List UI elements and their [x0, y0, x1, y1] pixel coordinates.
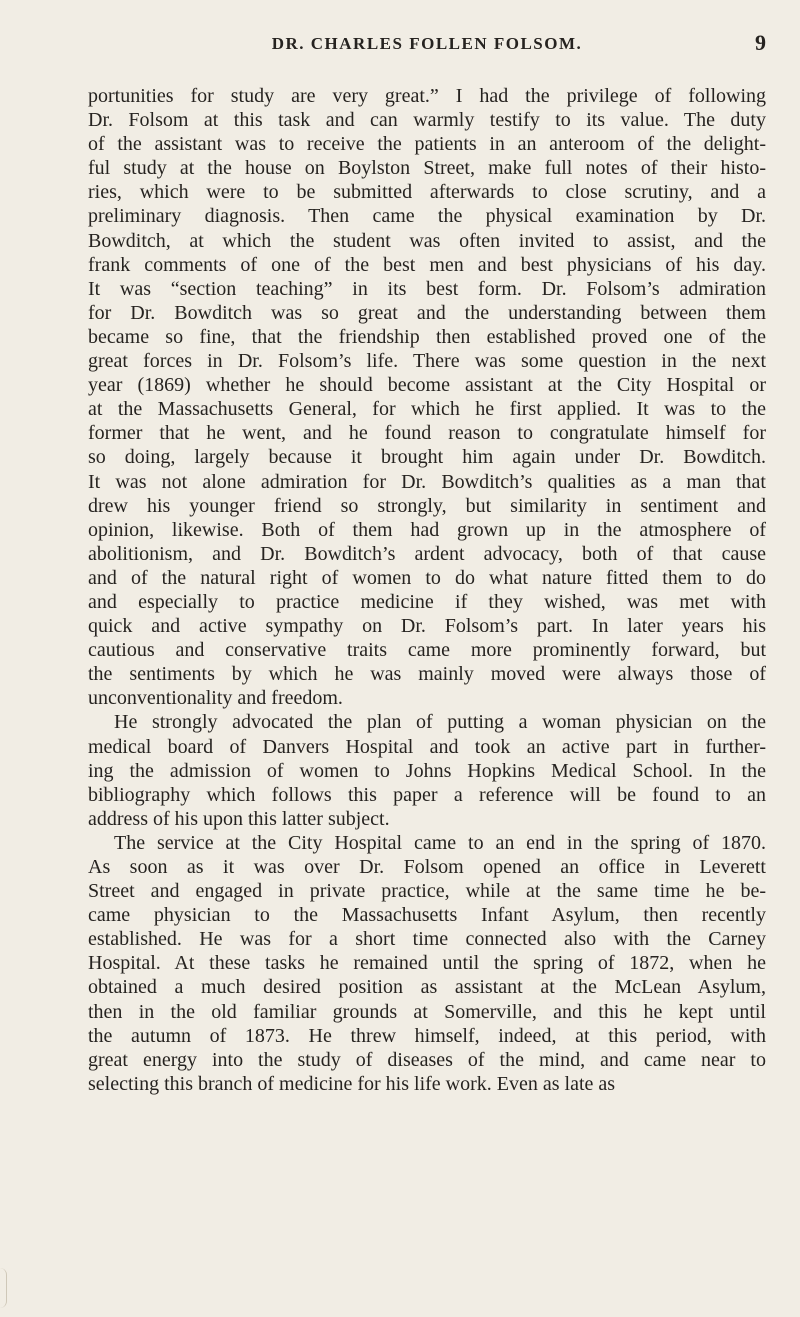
text-line: medical board of Danvers Hospital and took an active part in further- [88, 735, 766, 758]
text-line: portunities for study are very great.” I had the privilege of following [88, 85, 766, 107]
text-line: and especially to practice medicine if they wished, was met with [88, 590, 766, 613]
running-header [88, 30, 766, 55]
text-line: Street and engaged in private practice, while at the same time he be- [88, 880, 766, 903]
text-line: and of the natural right of women to do what nature fitted them to do [88, 566, 766, 589]
paragraph [88, 831, 766, 1096]
text-line: selecting this branch of medicine for his life work. Even as late as [88, 1072, 616, 1095]
text-line: Hospital. At these tasks he remained until the spring of 1872, when he [88, 952, 766, 975]
text-line: the autumn of 1873. He threw himself, indeed, at this period, with [88, 1024, 766, 1047]
text-line: year (1869) whether he should become assistant at the City Hospital or [88, 374, 766, 397]
text-line: ful study at the house on Boylston Street, make full notes of their histo- [88, 157, 766, 180]
text-line: bibliography which follows this paper a reference will be found to an [88, 783, 766, 806]
text-line: Dr. Folsom at this task and can warmly testify to its value. The duty [88, 109, 766, 132]
text-line: great energy into the study of diseases of the mind, and came near to [88, 1048, 766, 1071]
text-line: opinion, likewise. Both of them had grown up in the atmosphere of [88, 518, 766, 541]
page-edge-mark [0, 1268, 7, 1308]
text-line: quick and active sympathy on Dr. Folsom’s part. In later years his [88, 615, 766, 638]
text-line: unconventionality and freedom. [88, 687, 343, 710]
text-line: abolitionism, and Dr. Bowditch’s ardent advocacy, both of that cause [88, 542, 766, 565]
text-line: for Dr. Bowditch was so great and the understanding between them [88, 301, 766, 324]
text-line: It was “section teaching” in its best form. Dr. Folsom’s admiration [88, 277, 766, 300]
text-line: He strongly advocated the plan of putting a woman physician on the [114, 711, 766, 734]
running-title: DR. CHARLES FOLLEN FOLSOM. [271, 34, 583, 53]
page-number: 9 [755, 30, 766, 55]
text-line: the sentiments by which he was mainly moved were always those of [88, 663, 766, 686]
text-line: established. He was for a short time connected also with the Carney [88, 928, 766, 951]
text-line: became so fine, that the friendship then established proved one of the [88, 325, 766, 348]
text-line: ries, which were to be submitted afterwards to close scrutiny, and a [88, 181, 766, 204]
text-line: obtained a much desired position as assistant at the McLean Asylum, [88, 976, 766, 999]
text-line: of the assistant was to receive the patients in an anteroom of the delight- [88, 133, 766, 156]
body-text [88, 84, 766, 1096]
paragraph [88, 710, 766, 830]
text-line: at the Massachusetts General, for which he first applied. It was to the [88, 398, 766, 421]
text-line: preliminary diagnosis. Then came the physical examination by Dr. [88, 205, 766, 228]
paragraph [88, 84, 766, 710]
text-line: The service at the City Hospital came to an end in the spring of 1870. [114, 831, 766, 854]
text-line: cautious and conservative traits came more prominently forward, but [88, 639, 766, 662]
text-line: former that he went, and he found reason to congratulate himself for [88, 422, 766, 445]
text-line: then in the old familiar grounds at Somerville, and this he kept until [88, 1000, 766, 1023]
text-line: Bowditch, at which the student was often invited to assist, and the [88, 229, 766, 252]
text-line: so doing, largely because it brought him again under Dr. Bowditch. [88, 446, 766, 469]
text-line: As soon as it was over Dr. Folsom opened an office in Leverett [88, 856, 766, 878]
text-line: drew his younger friend so strongly, but similarity in sentiment and [88, 494, 766, 517]
text-line: great forces in Dr. Folsom’s life. There was some question in the next [88, 350, 766, 373]
text-line: address of his upon this latter subject. [88, 807, 390, 830]
text-line: ing the admission of women to Johns Hopkins Medical School. In the [88, 759, 766, 782]
text-line: frank comments of one of the best men and best physicians of his day. [88, 253, 766, 276]
text-line: It was not alone admiration for Dr. Bowditch’s qualities as a man that [88, 470, 766, 493]
text-line: came physician to the Massachusetts Infant Asylum, then recently [88, 904, 766, 927]
